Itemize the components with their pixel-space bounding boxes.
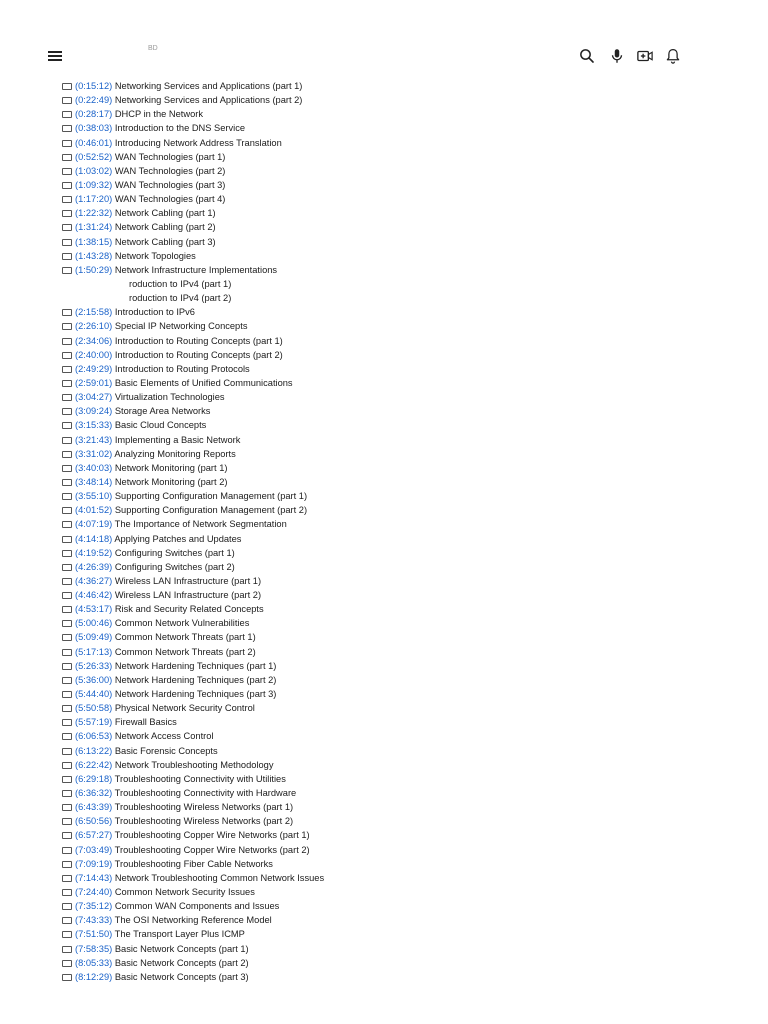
checkbox-icon	[62, 352, 72, 359]
chapter-item: (7:03:49) Troubleshooting Copper Wire Networks (part 2)	[62, 843, 324, 857]
chapter-timestamp-link[interactable]: 4:46:42	[78, 590, 110, 601]
chapter-timestamp-link[interactable]: 1:50:29	[78, 264, 110, 275]
chapter-timestamp-link[interactable]: 6:57:27	[78, 830, 110, 841]
logo[interactable]: BD	[148, 45, 158, 52]
checkbox-icon	[62, 140, 72, 147]
chapter-timestamp-link[interactable]: 0:52:52	[78, 151, 110, 162]
chapter-timestamp-link[interactable]: 5:57:19	[78, 717, 110, 728]
chapter-timestamp-link[interactable]: 1:38:15	[78, 236, 110, 247]
checkbox-icon	[62, 903, 72, 910]
chapter-item: (0:38:03) Introduction to the DNS Service	[62, 121, 324, 135]
chapter-title: WAN Technologies (part 1)	[114, 151, 226, 162]
checkbox-icon	[62, 224, 72, 231]
chapter-title: Introduction to Routing Concepts (part 1)	[114, 335, 283, 346]
checkbox-icon	[62, 83, 72, 90]
chapter-title: Network Troubleshooting Common Network Issues	[114, 872, 325, 883]
chapter-item: (1:09:32) WAN Technologies (part 3)	[62, 178, 324, 192]
chapter-item: (0:15:12) Networking Services and Applications (part 1)	[62, 79, 324, 93]
chapter-item: (5:00:46) Common Network Vulnerabilities	[62, 616, 324, 630]
checkbox-icon	[62, 309, 72, 316]
chapter-timestamp-link[interactable]: 7:43:33	[78, 915, 110, 926]
chapter-item: (0:22:49) Networking Services and Applications (part 2)	[62, 93, 324, 107]
chapter-item: (4:46:42) Wireless LAN Infrastructure (part 2)	[62, 588, 324, 602]
chapter-timestamp-link[interactable]: 3:48:14	[78, 476, 110, 487]
chapter-title: Common Network Security Issues	[114, 887, 255, 898]
checkbox-icon	[62, 196, 72, 203]
chapter-timestamp-link[interactable]: 2:34:06	[78, 335, 110, 346]
chapter-timestamp-link[interactable]: 4:36:27	[78, 575, 110, 586]
chapter-title: Troubleshooting Copper Wire Networks (part 2)	[114, 844, 310, 855]
checkbox-icon	[62, 394, 72, 401]
checkbox-icon	[62, 875, 72, 882]
chapter-item: (0:52:52) WAN Technologies (part 1)	[62, 150, 324, 164]
checkbox-icon	[62, 168, 72, 175]
chapter-item: (3:04:27) Virtualization Technologies	[62, 390, 324, 404]
checkbox-icon	[62, 677, 72, 684]
chapter-title: Analyzing Monitoring Reports	[114, 448, 236, 459]
menu-icon[interactable]	[48, 50, 62, 62]
chapter-timestamp-link[interactable]: 5:17:13	[78, 646, 110, 657]
chapter-timestamp-link[interactable]: 4:53:17	[78, 604, 110, 615]
chapter-title: Configuring Switches (part 1)	[114, 547, 235, 558]
chapter-item: (5:36:00) Network Hardening Techniques (part 2)	[62, 673, 324, 687]
chapter-title: DHCP in the Network	[114, 109, 204, 120]
chapter-item: (4:14:18) Applying Patches and Updates	[62, 532, 324, 546]
checkbox-icon	[62, 111, 72, 118]
chapter-item: (2:49:29) Introduction to Routing Protocols	[62, 362, 324, 376]
checkbox-icon	[62, 762, 72, 769]
checkbox-icon	[62, 493, 72, 500]
chapter-title: WAN Technologies (part 4)	[114, 194, 226, 205]
chapter-title: Basic Cloud Concepts	[114, 420, 207, 431]
chapter-title: Virtualization Technologies	[114, 392, 225, 403]
chapter-timestamp-link[interactable]: 6:06:53	[78, 731, 110, 742]
chapter-timestamp-link[interactable]: 7:58:35	[78, 943, 110, 954]
chapter-item: (7:58:35) Basic Network Concepts (part 1)	[62, 942, 324, 956]
checkbox-icon	[62, 338, 72, 345]
chapter-title: Network Cabling (part 3)	[114, 236, 216, 247]
checkbox-icon	[62, 323, 72, 330]
checkbox-icon	[62, 649, 72, 656]
chapter-title: Physical Network Security Control	[114, 703, 255, 714]
chapter-timestamp-link[interactable]: 7:09:19	[78, 858, 110, 869]
chapter-item: (7:43:33) The OSI Networking Reference Model	[62, 913, 324, 927]
checkbox-icon	[62, 451, 72, 458]
chapter-title: WAN Technologies (part 2)	[114, 165, 226, 176]
checkbox-icon	[62, 210, 72, 217]
chapter-item: (2:26:10) Special IP Networking Concepts	[62, 319, 324, 333]
top-app-bar	[0, 0, 768, 78]
chapter-title: Common WAN Components and Issues	[114, 901, 280, 912]
chapter-item: (0:28:17) DHCP in the Network	[62, 107, 324, 121]
checkbox-icon	[62, 931, 72, 938]
checkbox-icon	[62, 620, 72, 627]
chapter-timestamp-link[interactable]: 8:12:29	[78, 971, 110, 982]
chapter-timestamp-link[interactable]: 5:44:40	[78, 689, 110, 700]
chapter-title: Network Hardening Techniques (part 3)	[114, 689, 277, 700]
checkbox-icon	[62, 606, 72, 613]
chapter-timestamp-link[interactable]: 5:00:46	[78, 618, 110, 629]
chapter-item: (4:19:52) Configuring Switches (part 1)	[62, 546, 324, 560]
chapter-timestamp-link[interactable]: 7:35:12	[78, 901, 110, 912]
search-icon[interactable]	[578, 47, 596, 65]
chapter-timestamp-link[interactable]: 7:03:49	[78, 844, 110, 855]
chapter-title: The Transport Layer Plus ICMP	[114, 929, 245, 940]
chapter-timestamp-link[interactable]: 7:14:43	[78, 872, 110, 883]
chapter-timestamp-link[interactable]: 3:21:43	[78, 434, 110, 445]
chapter-timestamp-link[interactable]: 0:46:01	[78, 137, 110, 148]
chapter-item: (7:14:43) Network Troubleshooting Common Network Issues	[62, 871, 324, 885]
chapter-timestamp-link[interactable]: 1:31:24	[78, 222, 110, 233]
chapter-timestamp-link[interactable]: 7:51:50	[78, 929, 110, 940]
chapter-item: (2:34:06) Introduction to Routing Concepts (part 1)	[62, 334, 324, 348]
chapter-timestamp-link[interactable]: 1:22:32	[78, 208, 110, 219]
chapter-item: (1:22:32) Network Cabling (part 1)	[62, 206, 324, 220]
chapter-item: (1:38:15) Network Cabling (part 3)	[62, 235, 324, 249]
checkbox-icon	[62, 832, 72, 839]
chapter-title: Introducing Network Address Translation	[114, 137, 282, 148]
chapter-item: (4:36:27) Wireless LAN Infrastructure (part 1)	[62, 574, 324, 588]
checkbox-icon	[62, 818, 72, 825]
chapter-timestamp-link[interactable]: 3:15:33	[78, 420, 110, 431]
chapter-timestamp-link[interactable]: 1:43:28	[78, 250, 110, 261]
chapter-title: Wireless LAN Infrastructure (part 1)	[114, 575, 262, 586]
chapter-item: (6:29:18) Troubleshooting Connectivity with Utilities	[62, 772, 324, 786]
chapter-title: Troubleshooting Fiber Cable Networks	[114, 858, 273, 869]
chapter-title: Wireless LAN Infrastructure (part 2)	[114, 590, 262, 601]
chapter-title: Supporting Configuration Management (part 2)	[114, 505, 308, 516]
checkbox-icon	[62, 422, 72, 429]
chapter-title: roduction to IPv4 (part 1)	[129, 278, 232, 289]
chapter-title: Troubleshooting Connectivity with Utilities	[114, 773, 286, 784]
bell-icon[interactable]	[664, 47, 682, 65]
chapter-item: (8:05:33) Basic Network Concepts (part 2)	[62, 956, 324, 970]
chapter-item: (5:26:33) Network Hardening Techniques (part 1)	[62, 659, 324, 673]
chapter-title: Supporting Configuration Management (part 1)	[114, 491, 308, 502]
chapter-timestamp-link[interactable]: 5:36:00	[78, 674, 110, 685]
chapter-title: Network Monitoring (part 1)	[114, 462, 228, 473]
chapter-title: Networking Services and Applications (part 2)	[114, 95, 303, 106]
chapter-title: Troubleshooting Connectivity with Hardware	[114, 788, 297, 799]
checkbox-icon	[62, 97, 72, 104]
chapter-title: The OSI Networking Reference Model	[114, 915, 272, 926]
chapter-title: Network Infrastructure Implementations	[114, 264, 278, 275]
chapter-item: (1:31:24) Network Cabling (part 2)	[62, 220, 324, 234]
chapter-timestamp-link[interactable]: 6:43:39	[78, 802, 110, 813]
chapter-item: (7:24:40) Common Network Security Issues	[62, 885, 324, 899]
chapter-timestamp-link[interactable]: 0:15:12	[78, 81, 110, 91]
checkbox-icon	[62, 154, 72, 161]
checkbox-icon	[62, 479, 72, 486]
checkbox-icon	[62, 125, 72, 132]
chapter-item: (6:43:39) Troubleshooting Wireless Networks (part 1)	[62, 800, 324, 814]
checkbox-icon	[62, 748, 72, 755]
chapter-item: (4:53:17) Risk and Security Related Concepts	[62, 602, 324, 616]
checkbox-icon	[62, 960, 72, 967]
checkbox-icon	[62, 550, 72, 557]
chapter-title: Basic Network Concepts (part 1)	[114, 943, 249, 954]
chapter-timestamp-link[interactable]: 7:24:40	[78, 887, 110, 898]
chapter-timestamp-link[interactable]: 3:09:24	[78, 406, 110, 417]
chapter-title: Basic Elements of Unified Communications	[114, 377, 293, 388]
chapter-timestamp-link[interactable]: 0:22:49	[78, 95, 110, 106]
chapter-title: Introduction to Routing Concepts (part 2)	[114, 349, 283, 360]
chapter-item: (5:57:19) Firewall Basics	[62, 715, 324, 729]
chapter-item: (6:50:56) Troubleshooting Wireless Networks (part 2)	[62, 814, 324, 828]
chapter-item: (3:31:02) Analyzing Monitoring Reports	[62, 447, 324, 461]
chapter-item: (5:17:13) Common Network Threats (part 2)	[62, 645, 324, 659]
checkbox-icon	[62, 437, 72, 444]
chapter-item: (6:57:27) Troubleshooting Copper Wire Networks (part 1)	[62, 828, 324, 842]
chapter-title: The Importance of Network Segmentation	[114, 519, 287, 530]
checkbox-icon	[62, 267, 72, 274]
chapter-title: Network Monitoring (part 2)	[114, 476, 228, 487]
chapter-timestamp-link[interactable]: 3:55:10	[78, 491, 110, 502]
checkbox-icon	[62, 536, 72, 543]
chapter-title: Networking Services and Applications (part 1)	[114, 81, 303, 91]
checkbox-icon	[62, 634, 72, 641]
checkbox-icon	[62, 917, 72, 924]
chapter-item: (7:35:12) Common WAN Components and Issues	[62, 899, 324, 913]
chapter-timestamp-link[interactable]: 2:49:29	[78, 363, 110, 374]
chapter-title: Troubleshooting Wireless Networks (part 1)	[114, 802, 294, 813]
chapter-item: (7:09:19) Troubleshooting Fiber Cable Networks	[62, 857, 324, 871]
chapter-timestamp-link[interactable]: 4:19:52	[78, 547, 110, 558]
chapter-timestamp-link[interactable]: 6:36:32	[78, 788, 110, 799]
chapter-timestamp-link[interactable]: 3:40:03	[78, 462, 110, 473]
checkbox-icon	[62, 974, 72, 981]
chapter-title: Storage Area Networks	[114, 406, 211, 417]
checkbox-icon	[62, 804, 72, 811]
chapter-item: (3:21:43) Implementing a Basic Network	[62, 433, 324, 447]
chapter-timestamp-link[interactable]: 1:03:02	[78, 165, 110, 176]
chapter-title: Firewall Basics	[114, 717, 177, 728]
checkbox-icon	[62, 663, 72, 670]
chapter-timestamp-link[interactable]: 6:50:56	[78, 816, 110, 827]
chapter-timestamp-link[interactable]: 6:29:18	[78, 773, 110, 784]
chapter-item: (6:13:22) Basic Forensic Concepts	[62, 744, 324, 758]
chapter-item: (0:46:01) Introducing Network Address Translation	[62, 136, 324, 150]
chapter-title: Introduction to Routing Protocols	[114, 363, 250, 374]
checkbox-icon	[62, 521, 72, 528]
checkbox-icon	[62, 705, 72, 712]
chapter-title: Common Network Threats (part 1)	[114, 632, 256, 643]
chapter-timestamp-link[interactable]: 6:22:42	[78, 759, 110, 770]
chapter-title: Special IP Networking Concepts	[114, 321, 248, 332]
chapter-title: Introduction to the DNS Service	[114, 123, 246, 134]
chapter-timestamp-link[interactable]: 2:26:10	[78, 321, 110, 332]
checkbox-icon	[62, 847, 72, 854]
checkbox-icon	[62, 239, 72, 246]
chapter-timestamp-link[interactable]: 1:17:20	[78, 194, 110, 205]
checkbox-icon	[62, 182, 72, 189]
microphone-icon[interactable]	[608, 47, 626, 65]
chapter-title: Network Access Control	[114, 731, 214, 742]
checkbox-icon	[62, 861, 72, 868]
chapter-title: Introduction to IPv6	[114, 307, 195, 318]
chapter-item: (4:01:52) Supporting Configuration Management (part 2)	[62, 503, 324, 517]
chapter-item	[62, 291, 324, 305]
chapter-item: (2:40:00) Introduction to Routing Concepts (part 2)	[62, 348, 324, 362]
chapter-item: (5:44:40) Network Hardening Techniques (part 3)	[62, 687, 324, 701]
chapter-item: (6:06:53) Network Access Control	[62, 729, 324, 743]
chapter-title: Basic Forensic Concepts	[114, 745, 218, 756]
chapter-title: Common Network Vulnerabilities	[114, 618, 250, 629]
chapter-timestamp-link[interactable]: 5:50:58	[78, 703, 110, 714]
chapter-title: Basic Network Concepts (part 3)	[114, 971, 249, 982]
chapter-title: WAN Technologies (part 3)	[114, 179, 226, 190]
chapter-title: Applying Patches and Updates	[114, 533, 242, 544]
chapter-title: Network Cabling (part 2)	[114, 222, 216, 233]
chapter-timestamp-link[interactable]: 5:26:33	[78, 660, 110, 671]
chapter-timestamp-link[interactable]: 3:31:02	[78, 448, 110, 459]
chapter-timestamp-link[interactable]: 1:09:32	[78, 179, 110, 190]
chapter-timestamp-link[interactable]: 2:59:01	[78, 377, 110, 388]
chapter-item: (1:17:20) WAN Technologies (part 4)	[62, 192, 324, 206]
checkbox-icon	[62, 380, 72, 387]
chapter-item: (4:26:39) Configuring Switches (part 2)	[62, 560, 324, 574]
chapter-title: Network Troubleshooting Methodology	[114, 759, 274, 770]
chapter-title: Implementing a Basic Network	[114, 434, 241, 445]
chapter-item: (2:59:01) Basic Elements of Unified Communications	[62, 376, 324, 390]
chapter-title: Risk and Security Related Concepts	[114, 604, 264, 615]
chapter-title: Network Topologies	[114, 250, 196, 261]
checkbox-icon	[62, 507, 72, 514]
checkbox-icon	[62, 946, 72, 953]
chapter-item: (8:12:29) Basic Network Concepts (part 3)	[62, 970, 324, 984]
chapter-timestamp-link[interactable]: 4:07:19	[78, 519, 110, 530]
chapter-timestamp-link[interactable]: 6:13:22	[78, 745, 110, 756]
chapter-item: (1:50:29) Network Infrastructure Implementations	[62, 263, 324, 277]
chapter-item: (5:50:58) Physical Network Security Control	[62, 701, 324, 715]
checkbox-icon	[62, 889, 72, 896]
chapter-item: (1:43:28) Network Topologies	[62, 249, 324, 263]
chapter-title: Common Network Threats (part 2)	[114, 646, 256, 657]
chapter-item: (7:51:50) The Transport Layer Plus ICMP	[62, 927, 324, 941]
chapter-item: (5:09:49) Common Network Threats (part 1)	[62, 630, 324, 644]
chapter-item: (2:15:58) Introduction to IPv6	[62, 305, 324, 319]
chapter-title: Basic Network Concepts (part 2)	[114, 957, 249, 968]
checkbox-icon	[62, 691, 72, 698]
checkbox-icon	[62, 366, 72, 373]
chapter-timestamp-link[interactable]: 2:15:58	[78, 307, 110, 318]
checkbox-icon	[62, 719, 72, 726]
checkbox-icon	[62, 564, 72, 571]
chapter-item: (3:15:33) Basic Cloud Concepts	[62, 418, 324, 432]
chapter-timestamp-link[interactable]: 3:04:27	[78, 392, 110, 403]
chapter-timestamp-link[interactable]: 4:14:18	[78, 533, 110, 544]
chapter-item: (4:07:19) The Importance of Network Segmentation	[62, 517, 324, 531]
checkbox-icon	[62, 776, 72, 783]
chapter-timestamp-link[interactable]: 4:01:52	[78, 505, 110, 516]
create-video-icon[interactable]	[636, 47, 654, 65]
chapter-item: (6:36:32) Troubleshooting Connectivity with Hardware	[62, 786, 324, 800]
checkbox-icon	[62, 592, 72, 599]
checkbox-icon	[62, 465, 72, 472]
chapter-item: (3:09:24) Storage Area Networks	[62, 404, 324, 418]
chapter-timestamp-link[interactable]: 5:09:49	[78, 632, 110, 643]
chapter-timestamp-link[interactable]: 8:05:33	[78, 957, 110, 968]
chapter-item	[62, 277, 324, 291]
chapter-title: Network Hardening Techniques (part 1)	[114, 660, 277, 671]
chapter-title: Network Cabling (part 1)	[114, 208, 216, 219]
chapter-title: Troubleshooting Wireless Networks (part 2)	[114, 816, 294, 827]
chapter-item: (1:03:02) WAN Technologies (part 2)	[62, 164, 324, 178]
chapter-title: roduction to IPv4 (part 2)	[129, 293, 232, 304]
chapter-timestamp-link[interactable]: 0:28:17	[78, 109, 110, 120]
chapter-item: (6:22:42) Network Troubleshooting Methodology	[62, 758, 324, 772]
chapter-item: (3:40:03) Network Monitoring (part 1)	[62, 461, 324, 475]
chapter-list	[62, 79, 324, 984]
chapter-item: (3:48:14) Network Monitoring (part 2)	[62, 475, 324, 489]
chapter-item: (3:55:10) Supporting Configuration Management (part 1)	[62, 489, 324, 503]
checkbox-icon	[62, 408, 72, 415]
chapter-title: Network Hardening Techniques (part 2)	[114, 674, 277, 685]
chapter-timestamp-link[interactable]: 4:26:39	[78, 561, 110, 572]
chapter-title: Troubleshooting Copper Wire Networks (part 1)	[114, 830, 310, 841]
chapter-timestamp-link[interactable]: 2:40:00	[78, 349, 110, 360]
checkbox-icon	[62, 790, 72, 797]
checkbox-icon	[62, 253, 72, 260]
chapter-title: Configuring Switches (part 2)	[114, 561, 235, 572]
checkbox-icon	[62, 733, 72, 740]
checkbox-icon	[62, 578, 72, 585]
chapter-timestamp-link[interactable]: 0:38:03	[78, 123, 110, 134]
